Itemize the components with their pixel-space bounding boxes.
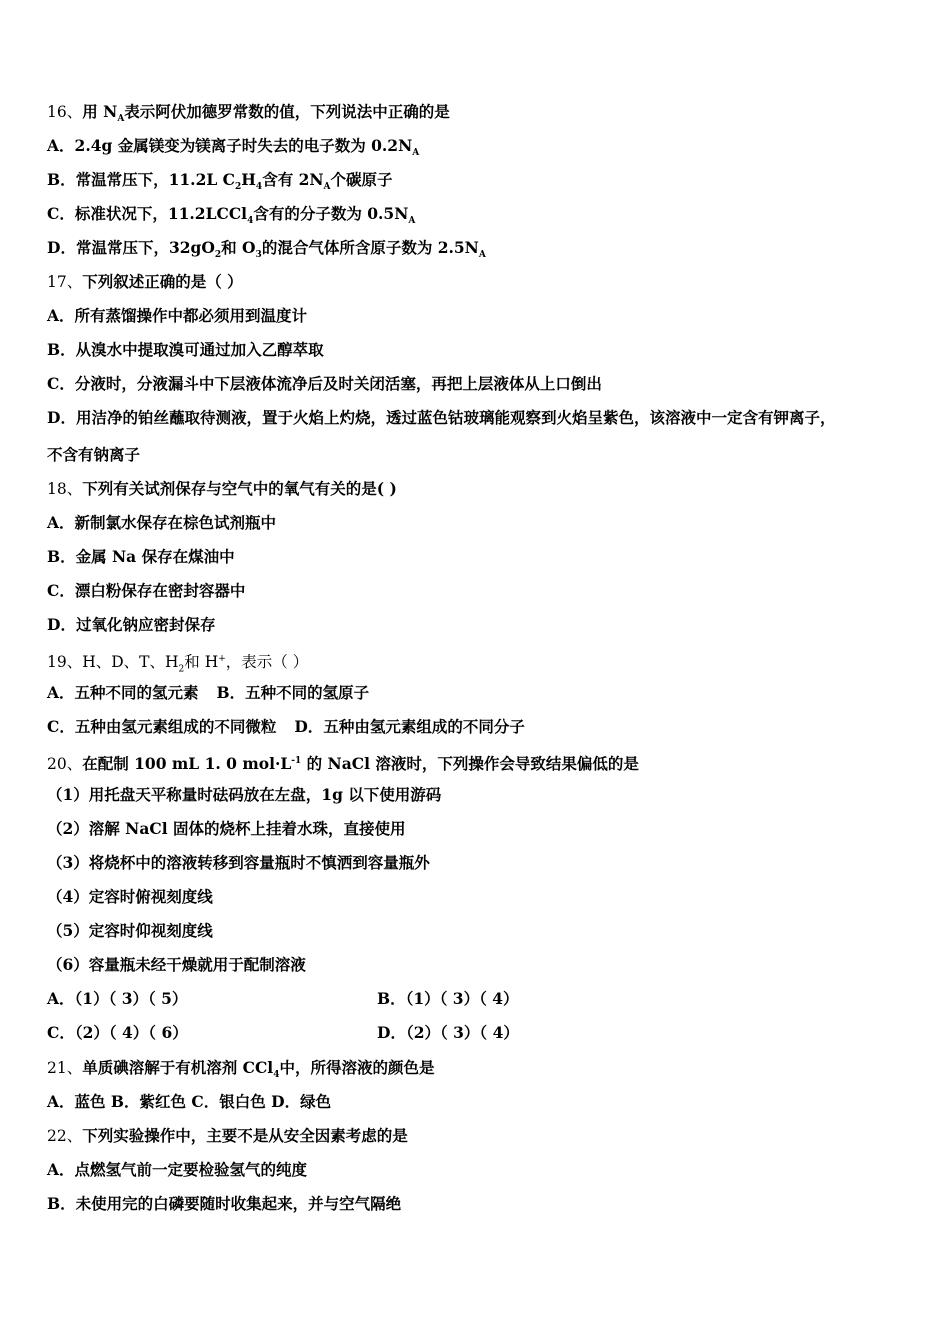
option-label: B． bbox=[47, 340, 76, 359]
option-text: 含有 2N bbox=[262, 170, 324, 189]
q20-stem-text: 在配制 100 mL 1. 0 mol·L bbox=[82, 754, 292, 774]
q17-option-d bbox=[47, 407, 835, 429]
option-text: 五种由氢元素组成的不同分子 bbox=[323, 717, 525, 736]
q20-option-d bbox=[377, 1022, 519, 1044]
q18-number: 18、 bbox=[47, 480, 83, 498]
option-label: A． bbox=[47, 989, 75, 1008]
q16-number: 16、 bbox=[47, 103, 83, 121]
option-label: B． bbox=[216, 683, 246, 702]
q17-stem-text: 下列叙述正确的是（ ） bbox=[82, 272, 243, 291]
q16-option-a bbox=[47, 135, 419, 164]
q20-stem bbox=[47, 750, 639, 775]
q16-stem-text: 用 N bbox=[82, 102, 118, 121]
q17-number: 17、 bbox=[47, 273, 83, 291]
q16-stem bbox=[47, 101, 450, 130]
option-text: 2.4g 金属镁变为镁离子时失去的电子数为 0.2N bbox=[74, 136, 413, 155]
option-label: D． bbox=[377, 1023, 406, 1042]
option-text: （1）（ 3）（ 4） bbox=[405, 989, 519, 1008]
q17-stem bbox=[47, 271, 243, 293]
q21-stem bbox=[47, 1057, 434, 1086]
q20-option-a bbox=[47, 988, 187, 1010]
option-sub: 3 bbox=[255, 250, 262, 261]
option-sub: 4 bbox=[247, 216, 254, 227]
option-label: C． bbox=[47, 204, 75, 223]
option-text: H bbox=[241, 170, 256, 189]
q17-option-a bbox=[47, 305, 307, 327]
q21-stem-sub: 4 bbox=[273, 1070, 280, 1081]
q20-number: 20、 bbox=[47, 755, 83, 774]
q19-options-ab bbox=[47, 682, 369, 704]
q20-option-c bbox=[47, 1022, 188, 1044]
option-sub: 2 bbox=[235, 182, 242, 193]
q20-item bbox=[47, 852, 430, 874]
q17-option-b bbox=[47, 339, 324, 361]
q20-item-text: （5）定容时仰视刻度线 bbox=[47, 921, 213, 940]
option-label: A． bbox=[47, 683, 75, 702]
option-text: 标准状况下，11.2LCCl bbox=[74, 204, 248, 223]
option-label: A． bbox=[47, 513, 75, 532]
q19-stem-text-3: ，表示（ ） bbox=[225, 653, 309, 672]
q19-number: 19、 bbox=[47, 653, 83, 672]
option-text: 和 O bbox=[221, 238, 256, 257]
q20-item bbox=[47, 784, 441, 806]
q20-item-text: （3）将烧杯中的溶液转移到容量瓶时不慎洒到容量瓶外 bbox=[47, 853, 430, 872]
q22-option-a bbox=[47, 1159, 307, 1181]
q20-item bbox=[47, 920, 213, 942]
q22-option-b bbox=[47, 1193, 401, 1215]
q18-stem bbox=[47, 478, 397, 500]
option-text: 常温常压下，11.2L C bbox=[75, 170, 235, 189]
q18-option-c bbox=[47, 580, 245, 602]
option-text: 常温常压下，32gO bbox=[75, 238, 215, 257]
option-text: 五种由氢元素组成的不同微粒 bbox=[74, 717, 277, 736]
q20-stem-sup: -1 bbox=[291, 756, 302, 766]
q21-stem-text: 单质碘溶解于有机溶剂 CCl bbox=[82, 1058, 274, 1077]
option-sub: A bbox=[478, 250, 486, 261]
q16-option-c bbox=[47, 203, 415, 232]
q20-item-text: （1）用托盘天平称量时砝码放在左盘，1g 以下使用游码 bbox=[47, 785, 442, 804]
option-label: C． bbox=[47, 581, 75, 600]
option-text: （2）（ 3）（ 4） bbox=[405, 1023, 519, 1042]
option-text: （1）（ 3）（ 5） bbox=[74, 989, 188, 1008]
option-label: C． bbox=[47, 1023, 75, 1042]
option-label: C． bbox=[47, 717, 75, 736]
option-text: 五种不同的氢元素 bbox=[74, 683, 199, 702]
q16-stem-text-2: 表示阿伏加德罗常数的值，下列说法中正确的是 bbox=[124, 102, 450, 121]
option-text: 含有的分子数为 0.5N bbox=[253, 204, 409, 223]
option-label: A． bbox=[47, 306, 75, 325]
q16-stem-sub: A bbox=[117, 114, 125, 125]
q17-option-c bbox=[47, 373, 602, 395]
q18-option-b bbox=[47, 546, 235, 568]
option-text: 金属 Na 保存在煤油中 bbox=[75, 547, 235, 566]
option-sub: A bbox=[412, 148, 420, 159]
q19-stem-sup: + bbox=[218, 654, 226, 664]
option-label: D． bbox=[47, 615, 76, 634]
q21-options bbox=[47, 1091, 331, 1113]
option-text: 用洁净的铂丝蘸取待测液，置于火焰上灼烧，透过蓝色钴玻璃能观察到火焰呈紫色，该溶液中一定含有钾离子， bbox=[75, 408, 836, 427]
option-sub: 2 bbox=[214, 250, 222, 261]
q17-option-d-cont bbox=[47, 444, 140, 466]
q20-item-text: （2）溶解 NaCl 固体的烧杯上挂着水珠，直接使用 bbox=[47, 819, 406, 838]
option-label: B． bbox=[377, 989, 406, 1008]
q16-option-b bbox=[47, 169, 393, 198]
option-text: 过氧化钠应密封保存 bbox=[75, 615, 216, 634]
q18-option-d bbox=[47, 614, 215, 636]
option-label: D． bbox=[47, 238, 76, 257]
option-text: 个碳原子 bbox=[330, 170, 393, 189]
q18-option-a bbox=[47, 512, 276, 534]
q20-item bbox=[47, 954, 306, 976]
q20-item bbox=[47, 818, 406, 840]
option-text: 所有蒸馏操作中都必须用到温度计 bbox=[74, 306, 308, 325]
q20-option-b bbox=[377, 988, 519, 1010]
option-label: B． bbox=[47, 547, 76, 566]
option-label: D． bbox=[47, 408, 76, 427]
option-text: 从溴水中提取溴可通过加入乙醇萃取 bbox=[75, 340, 324, 359]
q20-item-text: （4）定容时俯视刻度线 bbox=[47, 887, 213, 906]
q16-option-d bbox=[47, 237, 486, 266]
q20-item bbox=[47, 886, 213, 908]
option-label: A． bbox=[47, 1160, 75, 1179]
option-text: 的混合气体所含原子数为 2.5N bbox=[261, 238, 479, 257]
option-text: A．蓝色 B．紫红色 C．银白色 D．绿色 bbox=[47, 1092, 332, 1111]
option-label: C． bbox=[47, 374, 75, 393]
option-text: （2）（ 4）（ 6） bbox=[74, 1023, 188, 1042]
option-text: 漂白粉保存在密封容器中 bbox=[74, 581, 246, 600]
option-text: 五种不同的氢原子 bbox=[245, 683, 370, 702]
q21-number: 21、 bbox=[47, 1059, 83, 1077]
q19-stem-sub: 2 bbox=[178, 664, 185, 675]
option-sub: A bbox=[323, 182, 331, 193]
option-text: 未使用完的白磷要随时收集起来，并与空气隔绝 bbox=[75, 1194, 402, 1213]
q22-stem bbox=[47, 1125, 408, 1147]
q21-stem-text-2: 中，所得溶液的颜色是 bbox=[279, 1058, 435, 1077]
option-text: 新制氯水保存在棕色试剂瓶中 bbox=[74, 513, 277, 532]
q20-item-text: （6）容量瓶未经干燥就用于配制溶液 bbox=[47, 955, 306, 974]
option-sub: 4 bbox=[255, 182, 263, 193]
option-sub: A bbox=[408, 216, 416, 227]
option-text: 点燃氢气前一定要检验氢气的纯度 bbox=[74, 1160, 308, 1179]
q19-stem-text: H、D、T、H bbox=[82, 653, 179, 672]
option-label: A． bbox=[47, 136, 75, 155]
q19-stem-text-2: 和 H bbox=[184, 653, 219, 672]
q19-stem bbox=[47, 648, 308, 680]
option-label: D． bbox=[294, 717, 324, 736]
q20-stem-text-2: 的 NaCl 溶液时，下列操作会导致结果偏低的是 bbox=[301, 754, 639, 774]
q22-number: 22、 bbox=[47, 1127, 83, 1145]
option-text: 不含有钠离子 bbox=[47, 445, 141, 464]
q19-options-cd bbox=[47, 716, 525, 738]
option-label: B． bbox=[47, 170, 76, 189]
q18-stem-text: 下列有关试剂保存与空气中的氧气有关的是( ) bbox=[82, 479, 397, 498]
option-label: B． bbox=[47, 1194, 76, 1213]
q22-stem-text: 下列实验操作中，主要不是从安全因素考虑的是 bbox=[82, 1126, 408, 1145]
option-text: 分液时，分液漏斗中下层液体流净后及时关闭活塞，再把上层液体从上口倒出 bbox=[74, 374, 602, 393]
